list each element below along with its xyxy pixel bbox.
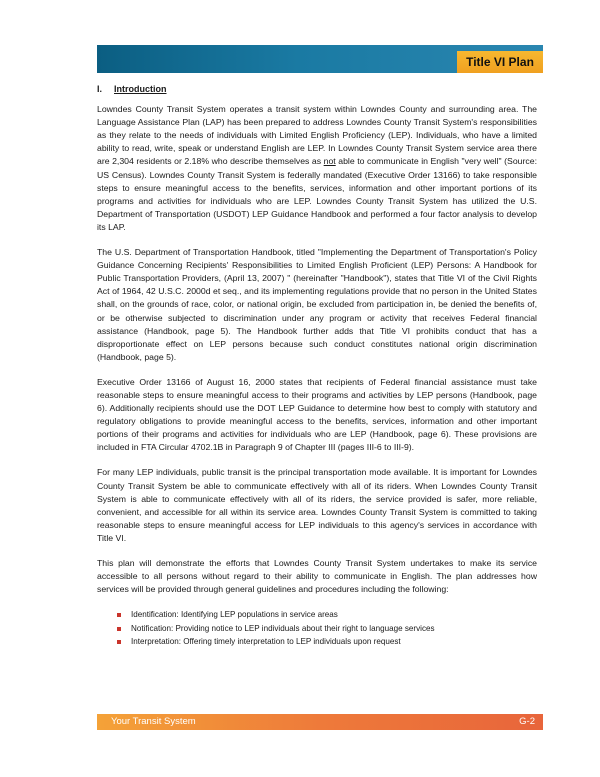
paragraph-dot-handbook: The U.S. Department of Transportation Handbook, titled "Implementing the Department of Transportation's Policy Guidance Concerning Recipients' Responsibilities to Limited English Proficient (LEP) Persons: A Handbook for Public Transportation Providers, (April 13, 2007) " (hereinafter "Handbook"), states that Title VI of the Civil Rights Act of 1964, 42 U.S.C. 2000d et seq., and its implementing regulations provide that no person in the United States shall, on the grounds of race, color, or national origin, be excluded from participation in, be denied the benefits of, or be otherwise subjected to discrimination under any program or activity that receives Federal financial assistance (Handbook, page 5). The Handbook further adds that Title VI prohibits conduct that has a disproportionate effect on LEP persons because such conduct constitutes national origin discrimination (Handbook, page 5).: [97, 247, 537, 362]
paragraph-executive-order: Executive Order 13166 of August 16, 2000 states that recipients of Federal financial assistance must take reasonable steps to ensure meaningful access to their programs and activities by LEP persons (Handbook, page 6). Additionally recipients should use the DOT LEP Guidance to determine how best to comply with statutory and regulatory obligations to provide meaningful access to the benefits, services, information and other important portions of their programs and activities for individuals who are LEP (Handbook, page 6). These provisions are included in FTA Circular 4702.1B in Paragraph 9 of Chapter III (pages III-6 to III-9).: [97, 376, 537, 453]
list-item: [117, 635, 537, 648]
list-item-text: Notification: Providing notice to LEP individuals about their right to language services: [131, 623, 435, 633]
page-number: G-2: [519, 716, 535, 727]
document-body: [97, 83, 537, 649]
section-heading: [97, 83, 537, 96]
section-number: I.: [97, 84, 103, 94]
list-item-text: Identification: Identifying LEP populations in service areas: [131, 610, 338, 620]
underlined-word: not: [323, 156, 336, 167]
paragraph-lap-overview: [97, 103, 537, 234]
bullet-square-icon: [117, 640, 121, 644]
paragraph-text: Lowndes County Transit System operates a transit system within Lowndes County and surrounding area. The Language Assistance Plan (LAP) has been prepared to address Lowndes County Transit System's responsibilities as they relate to the needs of individuals with Limited English Proficiency (LEP). Individuals, who have a limited ability to read, write, speak or understand English are LEP. In Lowndes County Transit System service area there are 2,304 residents or 2.18% who describe themselves as: [97, 104, 537, 167]
section-title: Introduction: [114, 84, 167, 94]
page-title: Title VI Plan: [457, 51, 543, 73]
paragraph-plan-summary: This plan will demonstrate the efforts that Lowndes County Transit System undertakes to make its service accessible to all persons without regard to their ability to communicate in English. The plan addresses how services will be provided through general guidelines and procedures including the following:: [97, 558, 537, 595]
footer-band: [97, 714, 543, 730]
list-item-text: Interpretation: Offering timely interpretation to LEP individuals upon request: [131, 637, 401, 647]
list-item: [117, 608, 537, 621]
bullet-square-icon: [117, 613, 121, 617]
procedures-list: [97, 608, 537, 648]
bullet-square-icon: [117, 627, 121, 631]
footer-label: Your Transit System: [111, 716, 196, 727]
paragraph-text: able to communicate in English "very well" (Source: US Census). Lowndes County Transit System is federally mandated (Executive Order 13166) to take responsible steps to ensure meaningful access to the benefits, services, information and other important portions of its programs and activities for individuals who are LEP. Lowndes County Transit System has utilized the U.S. Department of Transportation (USDOT) LEP Guidance Handbook and performed a four factor analysis to develop its LAP.: [97, 156, 537, 232]
paragraph-public-transit: For many LEP individuals, public transit is the principal transportation mode available. It is important for Lowndes County Transit System be able to communicate effectively with all of its riders. When Lowndes County Transit System is able to communicate effectively with all of its riders, the service provided is safer, more reliable, convenient, and accessible for all within its service area. Lowndes County Transit System is committed to taking reasonable steps to ensure meaningful access for LEP individuals to this agency's services in accordance with Title VI.: [97, 467, 537, 543]
list-item: [117, 622, 537, 635]
